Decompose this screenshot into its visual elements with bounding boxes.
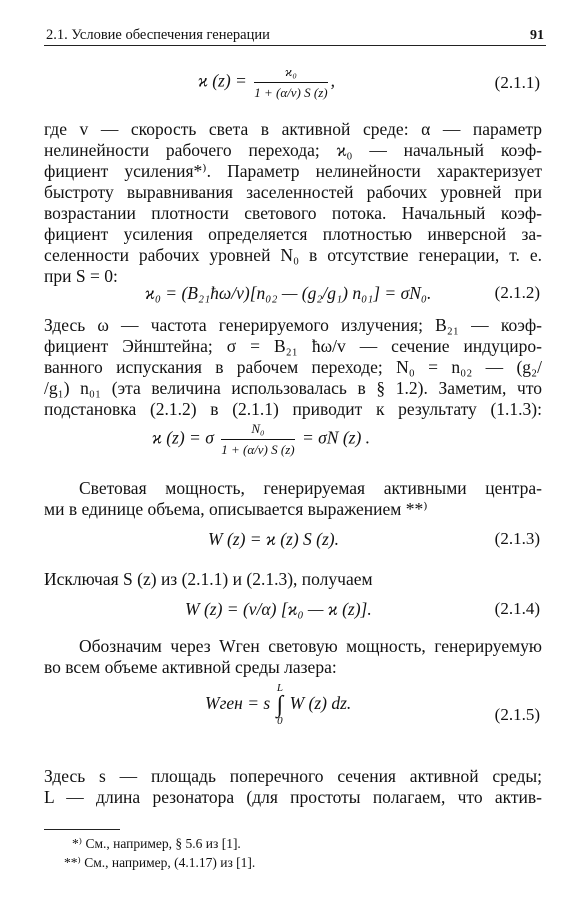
integral-symbol: ∫: [276, 692, 284, 718]
eq-number-2-1-5: (2.1.5): [494, 705, 540, 724]
eq3-denominator: 1 + (α/v) S (z): [221, 442, 295, 457]
eq1-numerator: ϰ₀: [254, 64, 327, 83]
eq-number-2-1-4: (2.1.4): [494, 599, 540, 618]
text-line: Световая мощность, генерируемая активными центра-: [79, 478, 542, 498]
eq1-tail: ,: [330, 70, 335, 91]
header-rule: [44, 45, 546, 46]
footnote: *⁾ См., например, § 5.6 из [1].: [72, 836, 241, 851]
eq6-lhs: Wген = s: [205, 693, 271, 714]
eq1-lhs: ϰ (z) =: [198, 70, 247, 91]
eq3-lhs: ϰ (z) = σ: [152, 427, 214, 448]
text-line: Здесь ω — частота генерируемого излучения; B₂₁ — коэф-: [44, 315, 542, 335]
equation-2-1-4: W (z) = (v/α) [ϰ₀ — ϰ (z)].: [185, 599, 372, 619]
text-line: Исключая S (z) из (2.1.1) и (2.1.3), получаем: [44, 569, 373, 589]
eq-number-2-1-3: (2.1.3): [494, 529, 540, 548]
text-line: ми в единице объема, описывается выражением **⁾: [44, 499, 428, 519]
footnote-rule: [44, 829, 120, 830]
eq-number-2-1-1: (2.1.1): [494, 73, 540, 92]
text-line: нелинейности рабочего перехода; ϰ₀ — начальный коэф-: [44, 140, 542, 160]
text-line: /g₁) n₀₁ (эта величина использовалась в § 1.2). Заметим, что: [44, 378, 542, 398]
text-line: во всем объеме активной среды лазера:: [44, 657, 337, 677]
equation-2-1-3: W (z) = ϰ (z) S (z).: [208, 529, 339, 549]
eq1-denominator: 1 + (α/v) S (z): [254, 85, 328, 100]
text-line: фициент усиления определяется плотностью инверсной за-: [44, 224, 542, 244]
text-line: ванного испускания в рабочем переходе; N₀ = n₀₂ — (g₂/: [44, 357, 542, 377]
footnote: **⁾ См., например, (4.1.17) из [1].: [64, 855, 256, 870]
equation-result: [152, 421, 370, 458]
equation-2-1-2: ϰ₀ = (B₂₁ħω/v)[n₀₂ — (g₂/g₁) n₀₁] = σN₀.: [145, 283, 432, 303]
text-line: селенности рабочих уровней N₀ в отсутствие генерации, т. е.: [44, 245, 542, 265]
equation-2-1-5: [205, 683, 351, 727]
text-line: подстановка (2.1.2) в (2.1.1) приводит к результату (1.1.3):: [44, 399, 542, 419]
integral-upper-limit: L: [276, 682, 283, 694]
text-line: Здесь s — площадь поперечного сечения активной среды;: [44, 766, 542, 786]
eq3-numerator: N₀: [221, 421, 294, 440]
text-line: фициент Эйнштейна; σ = B₂₁ ħω/v — сечение индуциро-: [44, 336, 542, 356]
equation-2-1-1: [198, 64, 335, 101]
text-line: Обозначим через Wген световую мощность, генерируемую: [79, 636, 542, 656]
text-line: возрастании плотности светового потока. Начальный коэф-: [44, 203, 542, 223]
integral-sign: [277, 683, 284, 727]
eq3-rhs: = σN (z) .: [301, 427, 371, 448]
running-header: [46, 22, 544, 44]
text-line: фициент усиления*⁾. Параметр нелинейности характеризует: [44, 161, 542, 181]
section-title: 2.1. Условие обеспечения генерации: [46, 27, 270, 43]
text-line: быстроту выравнивания заселенностей рабочих уровней при: [44, 182, 542, 202]
eq1-fraction: [254, 64, 327, 101]
text-line: при S = 0:: [44, 266, 118, 286]
eq-number-2-1-2: (2.1.2): [494, 283, 540, 302]
text-line: где v — скорость света в активной среде: α — параметр: [44, 119, 542, 139]
eq6-rhs: W (z) dz.: [289, 693, 352, 714]
integral-lower-limit: 0: [277, 715, 283, 727]
eq3-fraction: [221, 421, 294, 458]
text-line: L — длина резонатора (для простоты полагаем, что актив-: [44, 787, 542, 807]
page-number: 91: [530, 28, 544, 43]
